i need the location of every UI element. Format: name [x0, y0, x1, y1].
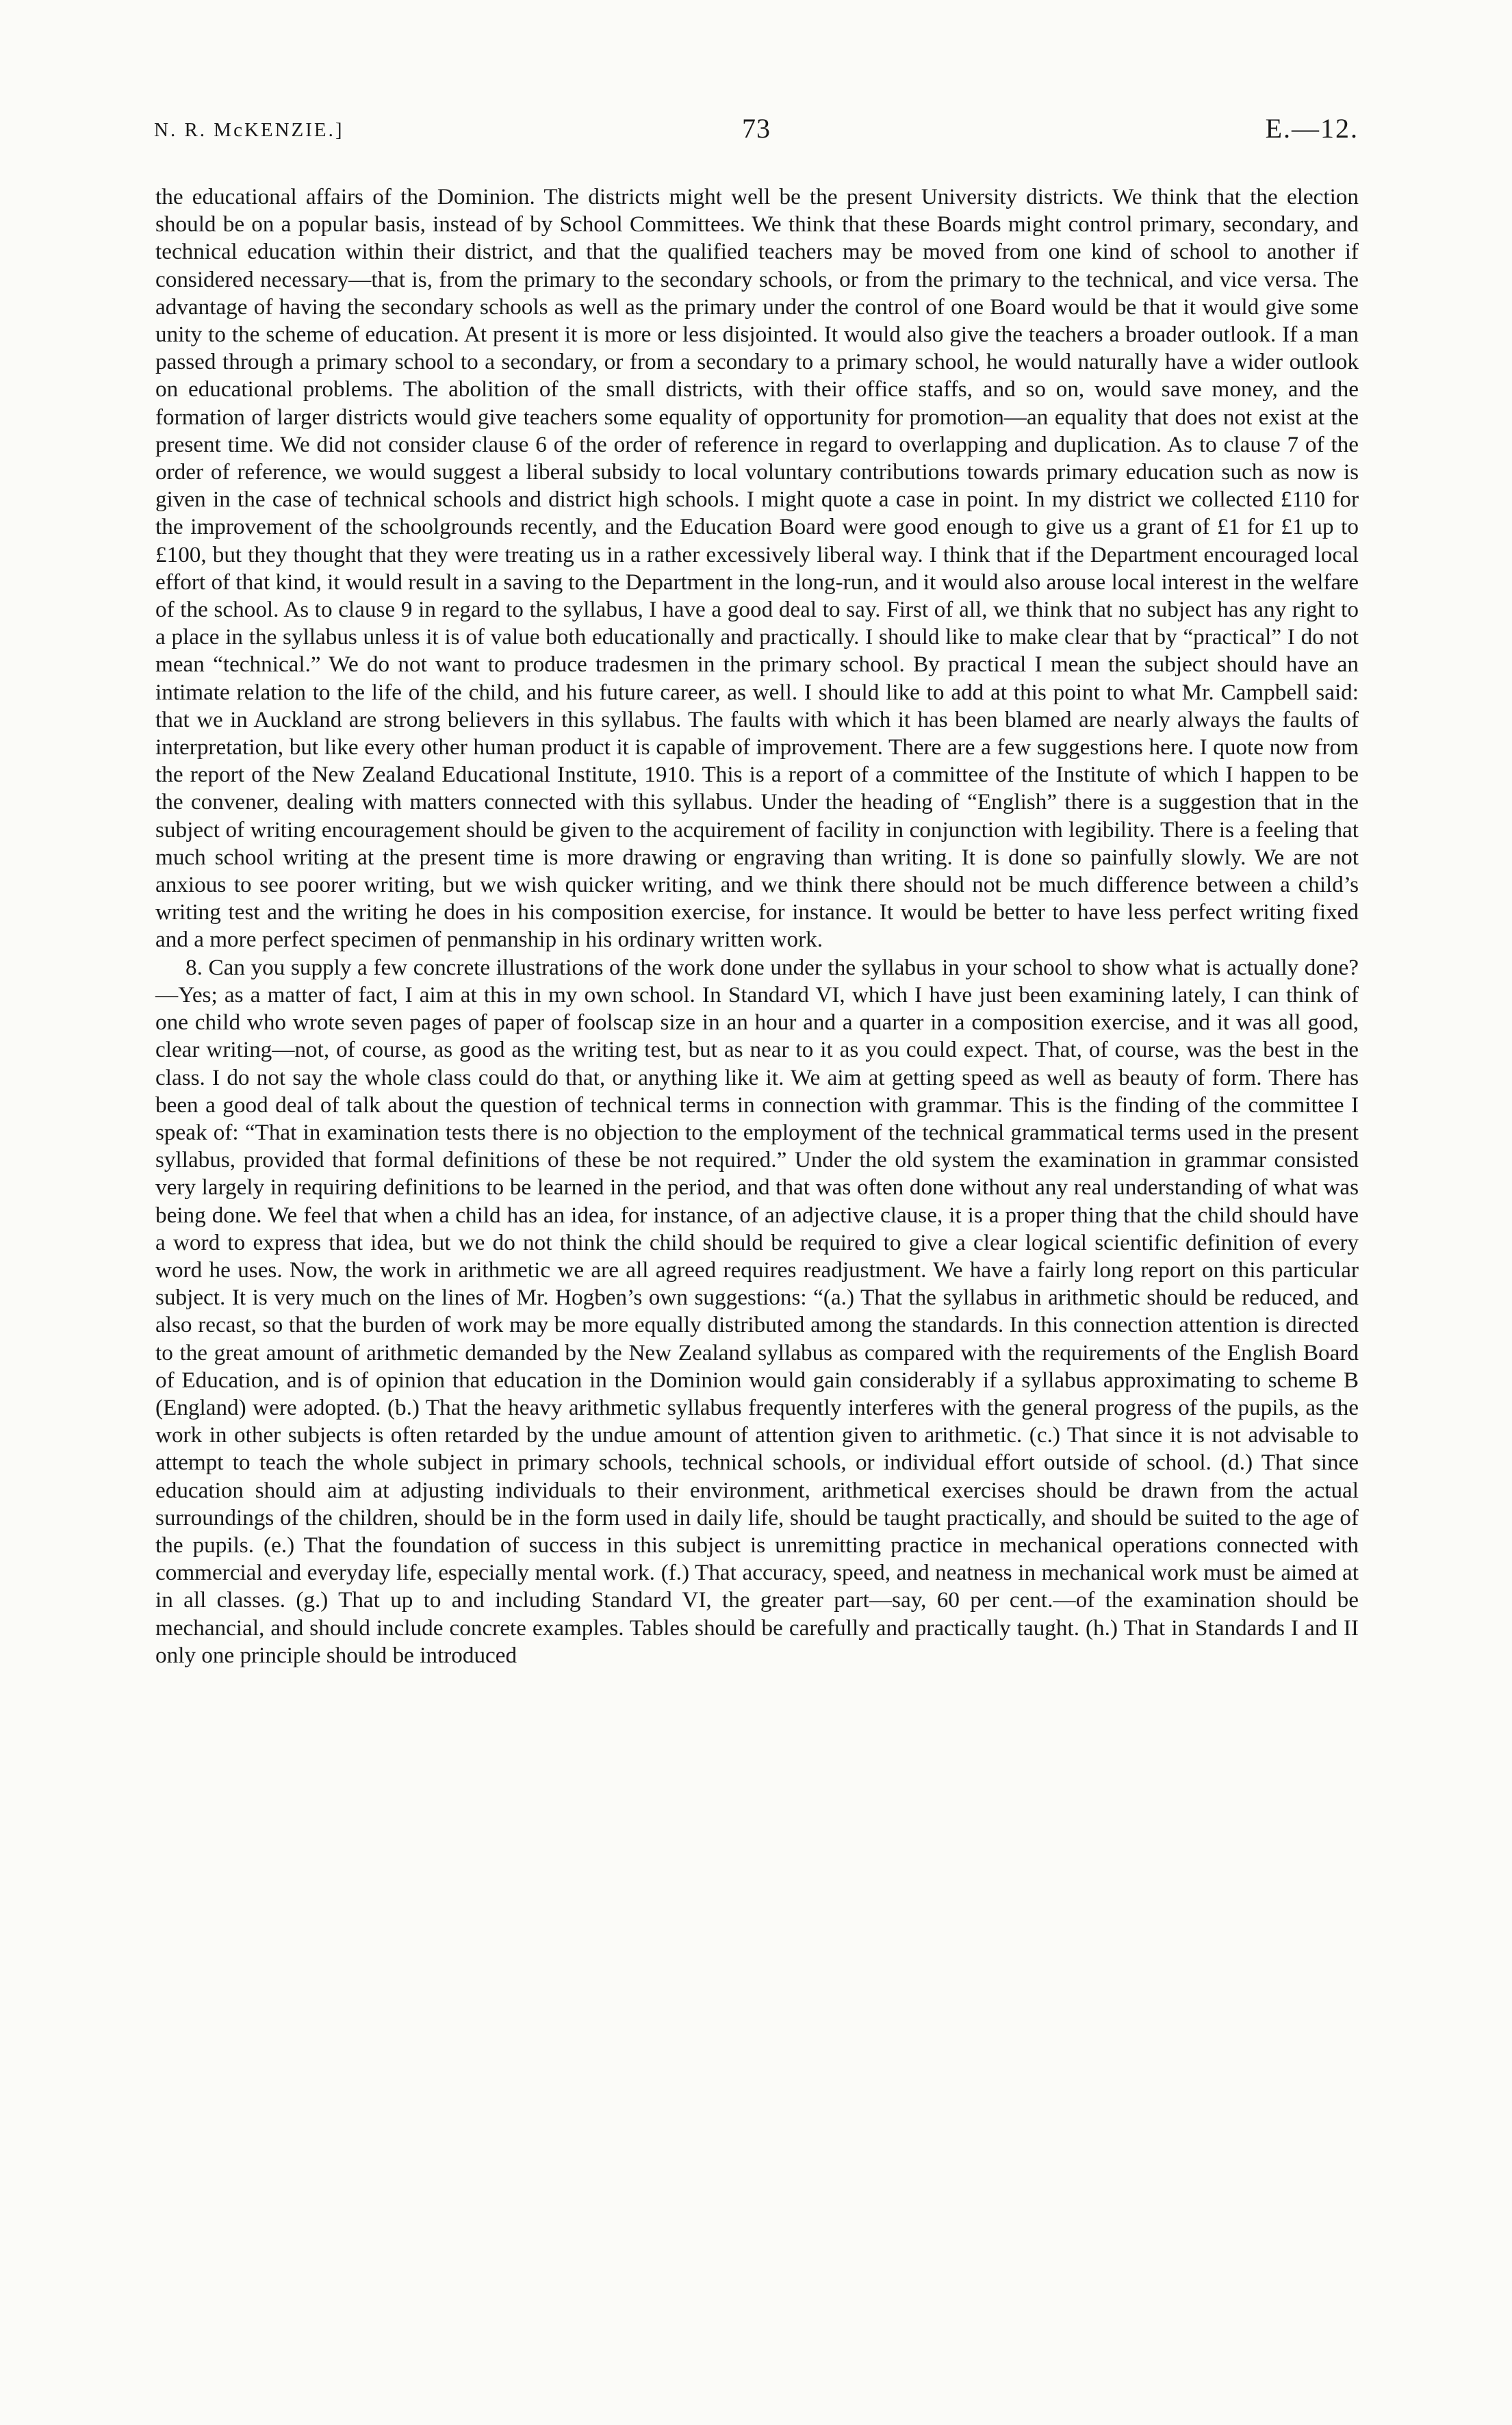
page-number: 73 — [742, 113, 771, 144]
body-text — [155, 183, 1359, 1669]
witness-name-header: N. R. McKENZIE.] — [154, 119, 344, 141]
paper-reference: E.—12. — [1265, 113, 1359, 144]
running-header — [154, 110, 1359, 151]
paragraph-question-8: 8. Can you supply a few concrete illustrations of the work done under the syllabus in your school to show what is actually done?—Yes; as a matter of fact, I aim at this in my own school. In Standard VI, which I have just been examining lately, I can think of one child who wrote seven pages of paper of foolscap size in an hour and a quarter in a composition exercise, and it was all good, clear writing—not, of course, as good as the writing test, but as near to it as you could expect. That, of course, was the best in the class. I do not say the whole class could do that, or anything like it. We aim at getting speed as well as beauty of form. There has been a good deal of talk about the question of technical terms in connection with grammar. This is the finding of the committee I speak of: “That in examination tests there is no objection to the employment of the technical grammatical terms used in the present syllabus, provided that formal definitions of these be not required.” Under the old system the examination in grammar consisted very largely in requiring definitions to be learned in the period, and that was often done without any real understanding of what was being done. We feel that when a child has an idea, for instance, of an adjective clause, it is a proper thing that the child should have a word to express that idea, but we do not think the child should be required to give a clear logical scientific definition of every word he uses. Now, the work in arithmetic we are all agreed requires readjustment. We have a fairly long report on this particular subject. It is very much on the lines of Mr. Hogben’s own suggestions: “(a.) That the syllabus in arithmetic should be reduced, and also recast, so that the burden of work may be more equally distributed among the standards. In this connection attention is directed to the great amount of arithmetic demanded by the New Zealand syllabus as compared with the requirements of the English Board of Education, and is of opinion that education in the Dominion would gain considerably if a syllabus approximating to scheme B (England) were adopted. (b.) That the heavy arithmetic syllabus frequently interferes with the general progress of the pupils, as the work in other subjects is often retarded by the undue amount of attention given to arithmetic. (c.) That since it is not advisable to attempt to teach the whole subject in primary schools, technical schools, or individual effort outside of school. (d.) That since education should aim at adjusting individuals to their environment, arithmetical exercises should be drawn from the actual surroundings of the children, should be in the form used in daily life, should be taught practically, and should be suited to the age of the pupils. (e.) That the foundation of success in this subject is unremitting practice in mechanical operations connected with commercial and everyday life, especially mental work. (f.) That accuracy, speed, and neatness in mechanical work must be aimed at in all classes. (g.) That up to and including Standard VI, the greater part—say, 60 per cent.—of the examination should be mechancial, and should include concrete examples. Tables should be carefully and practically taught. (h.) That in Standards I and II only one principle should be introduced — [155, 954, 1359, 1668]
paragraph-continued-answer: the educational affairs of the Dominion. The districts might well be the present University districts. We think that the election should be on a popular basis, instead of by School Committees. We think that these Boards might control primary, secondary, and technical education within their district, and that the qualified teachers may be moved from one kind of school to another if considered necessary—that is, from the primary to the secondary schools, or from the primary to the technical, and vice versa. The advantage of having the secondary schools as well as the primary under the control of one Board would be that it would give some unity to the scheme of education. At present it is more or less disjointed. It would also give the teachers a broader outlook. If a man passed through a primary school to a secondary, or from a secondary to a primary school, he would naturally have a wider outlook on educational problems. The abolition of the small districts, with their office staffs, and so on, would save money, and the formation of larger districts would give teachers some equality of opportunity for promotion—an equality that does not exist at the present time. We did not consider clause 6 of the order of reference in regard to overlapping and duplication. As to clause 7 of the order of reference, we would suggest a liberal subsidy to local voluntary contributions towards primary education such as now is given in the case of technical schools and district high schools. I might quote a case in point. In my district we collected £110 for the improvement of the schoolgrounds recently, and the Education Board were good enough to give us a grant of £1 for £1 up to £100, but they thought that they were treating us in a rather excessively liberal way. I think that if the Department encouraged local effort of that kind, it would result in a saving to the Department in the long-run, and it would also arouse local interest in the welfare of the school. As to clause 9 in regard to the syllabus, I have a good deal to say. First of all, we think that no subject has any right to a place in the syllabus unless it is of value both educationally and practically. I should like to make clear that by “practical” I do not mean “technical.” We do not want to produce tradesmen in the primary school. By practical I mean the subject should have an intimate relation to the life of the child, and his future career, as well. I should like to add at this point to what Mr. Campbell said: that we in Auckland are strong believers in this syllabus. The faults with which it has been blamed are nearly always the faults of interpretation, but like every other human product it is capable of improvement. There are a few suggestions here. I quote now from the report of the New Zealand Educational Institute, 1910. This is a report of a committee of the Institute of which I happen to be the convener, dealing with matters connected with this syllabus. Under the heading of “English” there is a suggestion that in the subject of writing encouragement should be given to the acquirement of facility in conjunction with legibility. There is a feeling that much school writing at the present time is more drawing or engraving than writing. It is done so painfully slowly. We are not anxious to see poorer writing, but we wish quicker writing, and we think there should not be much difference between a child’s writing test and the writing he does in his composition exercise, for instance. It would be better to have less perfect writing fixed and a more perfect specimen of penmanship in his ordinary written work. — [155, 184, 1359, 953]
